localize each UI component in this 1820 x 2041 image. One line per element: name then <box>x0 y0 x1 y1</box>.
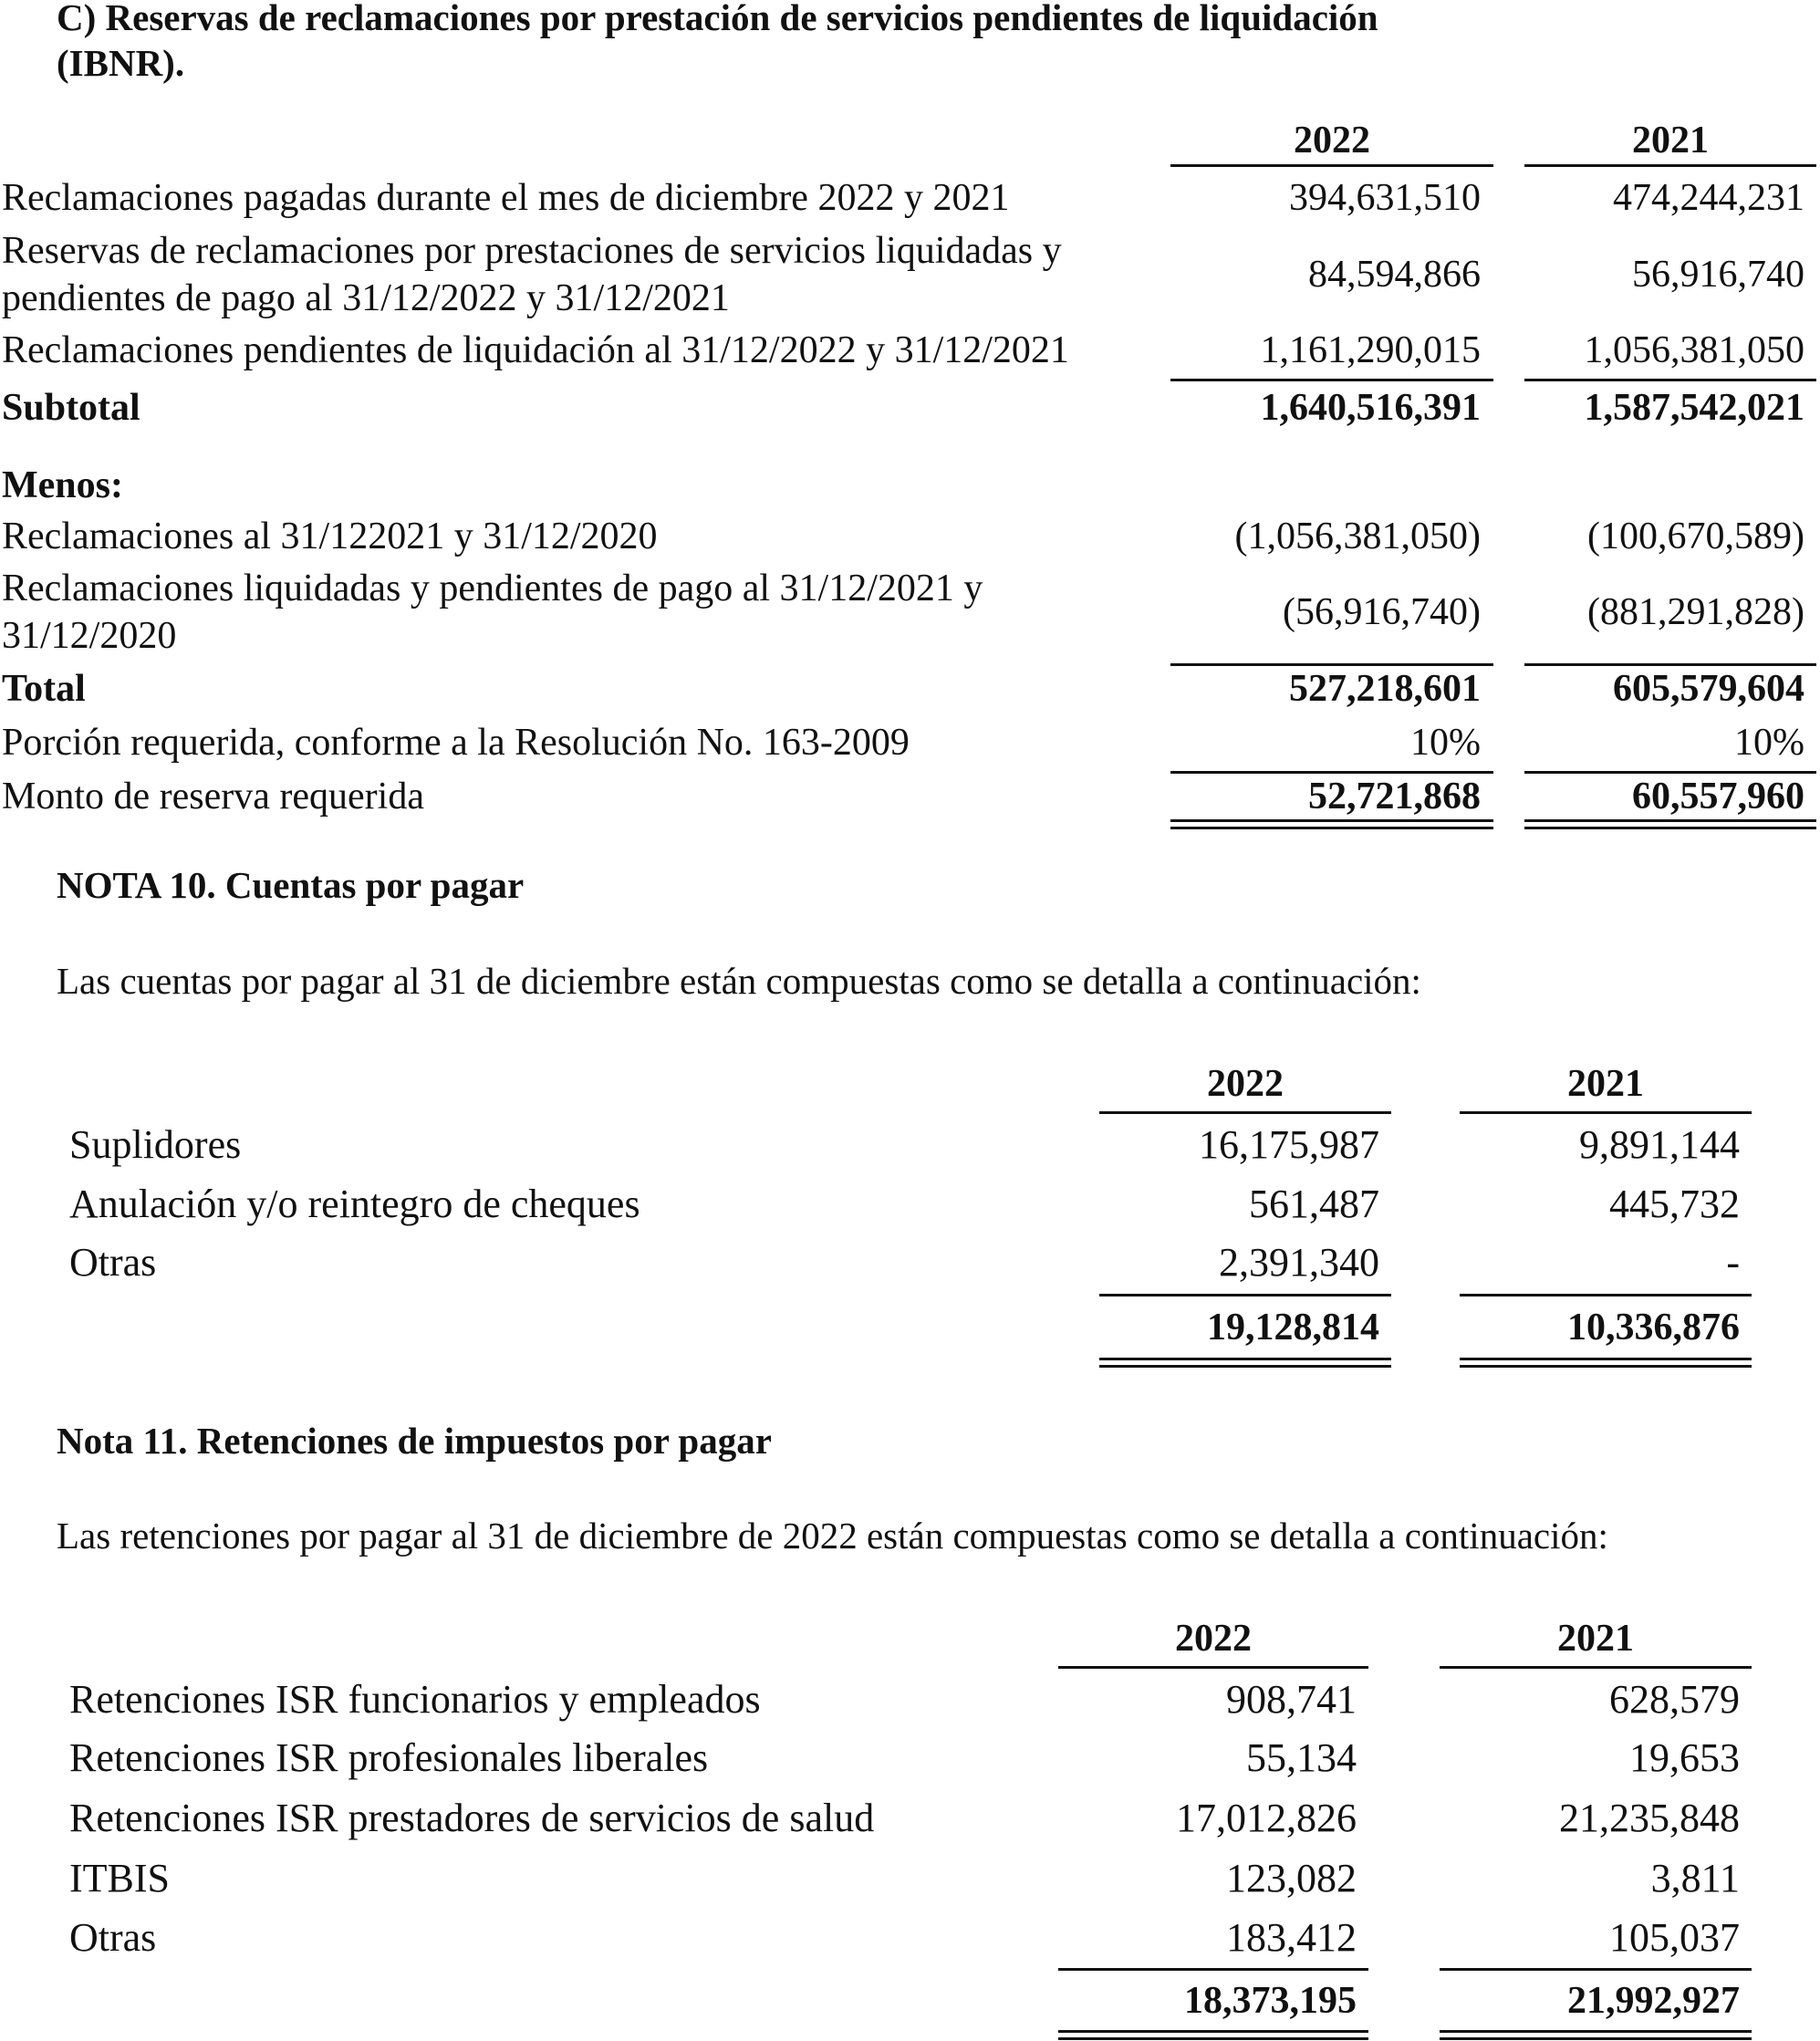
total-rule-2022 <box>1170 663 1493 666</box>
section-c-col-2022-header: 2022 <box>1294 120 1370 161</box>
subtotal-rule-2021 <box>1524 379 1816 381</box>
row-value-2022: 2,391,340 <box>1219 1240 1379 1285</box>
row-value-2022: 55,134 <box>1246 1735 1357 1780</box>
nota-11-intro: Las retenciones por pagar al 31 de diciembre de 2022 están compuestas como se detalla a continuación: <box>57 1515 1608 1557</box>
row-label: Porción requerida, conforme a la Resolución No. 163-2009 <box>2 722 910 764</box>
reserve-double-rule-2022 <box>1170 819 1493 829</box>
row-label-line2: 31/12/2020 <box>2 615 177 657</box>
nota-11-total-2022: 18,373,195 <box>1184 1980 1357 2022</box>
row-value-2021: 628,579 <box>1609 1677 1740 1722</box>
nota-11-header-rule-2022 <box>1058 1666 1368 1669</box>
row-value-2021: 21,235,848 <box>1559 1796 1740 1840</box>
row-label: Otras <box>69 1915 157 1960</box>
row-value-2021: - <box>1726 1240 1740 1285</box>
row-value-2021: (881,291,828) <box>1587 591 1804 633</box>
row-value-2022: 394,631,510 <box>1289 177 1481 219</box>
row-value-2022: 561,487 <box>1249 1182 1379 1226</box>
subtotal-label: Subtotal <box>2 387 140 429</box>
nota-10-col-2022-header: 2022 <box>1207 1063 1284 1105</box>
nota-10-col-2021-header: 2021 <box>1567 1063 1644 1105</box>
row-label: Reclamaciones al 31/122021 y 31/12/2020 <box>2 515 658 557</box>
nota-10-double-rule-2021 <box>1460 1358 1752 1368</box>
nota-11-total-rule-2021 <box>1440 1968 1752 1971</box>
nota-10-total-2021: 10,336,876 <box>1567 1307 1740 1349</box>
nota-11-title: Nota 11. Retenciones de impuestos por pagar <box>57 1420 772 1462</box>
row-value-2022: (1,056,381,050) <box>1234 515 1481 557</box>
row-label-line1: Reservas de reclamaciones por prestaciones de servicios liquidadas y <box>2 230 1062 272</box>
row-value-2022: 84,594,866 <box>1308 254 1481 296</box>
menos-label: Menos: <box>2 464 123 506</box>
row-value-2022: 183,412 <box>1226 1915 1357 1960</box>
reserve-rule-2022 <box>1170 771 1493 774</box>
row-value-2021: 19,653 <box>1629 1735 1740 1780</box>
row-label: ITBIS <box>69 1856 170 1900</box>
row-value-2021: (100,670,589) <box>1587 515 1804 557</box>
section-c-title-line2: (IBNR). <box>57 42 185 84</box>
row-value-2021: 3,811 <box>1650 1856 1740 1900</box>
section-c-title-line1: C) Reservas de reclamaciones por prestación de servicios pendientes de liquidación <box>57 0 1378 38</box>
row-label: Reclamaciones pagadas durante el mes de diciembre 2022 y 2021 <box>2 177 1010 219</box>
nota-11-double-rule-2022 <box>1058 2030 1368 2040</box>
row-value-2021: 474,244,231 <box>1613 177 1804 219</box>
row-value-2022: 10% <box>1410 722 1481 764</box>
row-value-2021: 10% <box>1734 722 1804 764</box>
reserve-value-2021: 60,557,960 <box>1632 776 1804 817</box>
nota-11-total-2021: 21,992,927 <box>1567 1980 1740 2022</box>
nota-10-total-2022: 19,128,814 <box>1207 1307 1379 1349</box>
row-label: Retenciones ISR funcionarios y empleados <box>69 1677 761 1722</box>
row-value-2022: 908,741 <box>1226 1677 1357 1722</box>
total-rule-2021 <box>1524 663 1816 666</box>
nota-11-total-rule-2022 <box>1058 1968 1368 1971</box>
row-value-2021: 9,891,144 <box>1579 1122 1740 1167</box>
section-c-header-rule-2021 <box>1524 164 1816 167</box>
row-label-line1: Reclamaciones liquidadas y pendientes de pago al 31/12/2021 y <box>2 568 983 609</box>
row-label-line2: pendientes de pago al 31/12/2022 y 31/12/2021 <box>2 277 730 319</box>
nota-11-double-rule-2021 <box>1440 2030 1752 2040</box>
row-label: Retenciones ISR prestadores de servicios de salud <box>69 1796 875 1840</box>
reserve-label: Monto de reserva requerida <box>2 776 424 817</box>
subtotal-rule-2022 <box>1170 379 1493 381</box>
total-value-2021: 605,579,604 <box>1613 668 1804 710</box>
row-value-2021: 1,056,381,050 <box>1584 329 1804 371</box>
row-value-2022: 16,175,987 <box>1199 1122 1379 1167</box>
row-value-2021: 56,916,740 <box>1632 254 1804 296</box>
nota-10-title: NOTA 10. Cuentas por pagar <box>57 864 525 906</box>
row-label: Suplidores <box>69 1122 242 1167</box>
subtotal-value-2022: 1,640,516,391 <box>1260 387 1481 429</box>
reserve-rule-2021 <box>1524 771 1816 774</box>
row-value-2022: 1,161,290,015 <box>1260 329 1481 371</box>
row-label: Reclamaciones pendientes de liquidación al 31/12/2022 y 31/12/2021 <box>2 329 1069 371</box>
nota-11-col-2022-header: 2022 <box>1175 1618 1252 1660</box>
nota-11-header-rule-2021 <box>1440 1666 1752 1669</box>
row-value-2021: 445,732 <box>1609 1182 1740 1226</box>
nota-10-double-rule-2022 <box>1099 1358 1391 1368</box>
nota-10-header-rule-2021 <box>1460 1111 1752 1114</box>
nota-10-intro: Las cuentas por pagar al 31 de diciembre están compuestas como se detalla a continuación: <box>57 960 1421 1002</box>
total-value-2022: 527,218,601 <box>1289 668 1481 710</box>
row-value-2022: (56,916,740) <box>1283 591 1481 633</box>
row-value-2021: 105,037 <box>1609 1915 1740 1960</box>
subtotal-value-2021: 1,587,542,021 <box>1584 387 1804 429</box>
row-value-2022: 123,082 <box>1226 1856 1357 1900</box>
row-label: Otras <box>69 1240 157 1285</box>
nota-10-total-rule-2022 <box>1099 1294 1391 1296</box>
reserve-double-rule-2021 <box>1524 819 1816 829</box>
total-label: Total <box>2 668 86 710</box>
reserve-value-2022: 52,721,868 <box>1308 776 1481 817</box>
section-c-col-2021-header: 2021 <box>1632 120 1709 161</box>
row-label: Anulación y/o reintegro de cheques <box>69 1182 640 1226</box>
nota-11-col-2021-header: 2021 <box>1557 1618 1634 1660</box>
row-label: Retenciones ISR profesionales liberales <box>69 1735 709 1780</box>
nota-10-total-rule-2021 <box>1460 1294 1752 1296</box>
row-value-2022: 17,012,826 <box>1176 1796 1357 1840</box>
nota-10-header-rule-2022 <box>1099 1111 1391 1114</box>
section-c-header-rule-2022 <box>1170 164 1493 167</box>
